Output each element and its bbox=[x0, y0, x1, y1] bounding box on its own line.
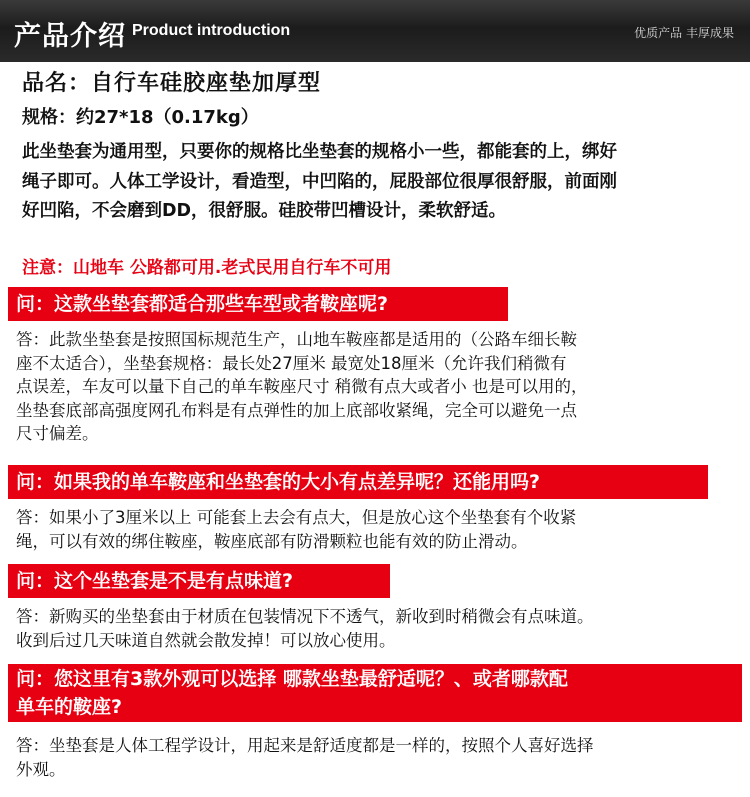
answer-line: 收到后过几天味道自然就会散发掉！可以放心使用。 bbox=[16, 630, 396, 650]
answer-line: 答：此款坐垫套是按照国标规范生产，山地车鞍座都是适用的（公路车细长鞍 bbox=[16, 330, 577, 349]
faq-question-3 bbox=[8, 564, 390, 598]
answer-line: 答：新购买的坐垫套由于材质在包装情况下不透气，新收到时稍微会有点味道。 bbox=[16, 607, 594, 626]
product-name: 品名：自行车硅胶座垫加厚型 bbox=[22, 71, 322, 96]
faq-answer-3 bbox=[16, 605, 742, 652]
faq-question-1 bbox=[8, 287, 508, 321]
answer-line: 座不太适合），坐垫套规格：最长处27厘米 最宽处18厘米（允许我们稍微有 bbox=[16, 353, 567, 373]
faq-question-4 bbox=[8, 664, 742, 722]
faq-question-2 bbox=[8, 465, 708, 499]
answer-line: 点误差，车友可以量下自己的单车鞍座尺寸 稍微有点大或者小 也是可以用的， bbox=[16, 377, 588, 396]
section-subtitle-en: Product introduction bbox=[132, 22, 291, 39]
question-text: 问：您这里有3款外观可以选择 哪款坐垫最舒适呢？、或者哪款配 bbox=[16, 668, 568, 690]
question-text: 单车的鞍座? bbox=[16, 696, 123, 718]
answer-line: 答：坐垫套是人体工程学设计，用起来是舒适度都是一样的，按照个人喜好选择 bbox=[16, 736, 594, 755]
faq-answer-1 bbox=[16, 328, 742, 446]
faq-answer-2 bbox=[16, 506, 742, 553]
section-header bbox=[0, 0, 750, 62]
product-description bbox=[22, 138, 738, 227]
description-line: 绳子即可。人体工学设计，看造型，中凹陷的，屁股部位很厚很舒服，前面刚 bbox=[22, 171, 617, 192]
question-text: 问：这个坐垫套是不是有点味道? bbox=[16, 570, 294, 592]
answer-line: 外观。 bbox=[16, 759, 66, 779]
question-text: 问：如果我的单车鞍座和坐垫套的大小有点差异呢？还能用吗? bbox=[16, 471, 541, 493]
answer-line: 坐垫套底部高强度网孔布料是有点弹性的加上底部收紧绳，完全可以避免一点 bbox=[16, 400, 577, 420]
description-line: 此坐垫套为通用型，只要你的规格比坐垫套的规格小一些，都能套的上，绑好 bbox=[22, 142, 617, 162]
notice-text: 注意：山地车 公路都可用.老式民用自行车不可用 bbox=[22, 258, 392, 278]
product-spec: 规格：约27*18（0.17kg） bbox=[22, 107, 259, 128]
answer-line: 绳，可以有效的绑住鞍座，鞍座底部有防滑颗粒也能有效的防止滑动。 bbox=[16, 531, 528, 551]
faq-answer-4 bbox=[16, 734, 742, 781]
description-line: 好凹陷，不会磨到DD，很舒服。硅胶带凹槽设计，柔软舒适。 bbox=[22, 201, 507, 221]
answer-line: 尺寸偏差。 bbox=[16, 424, 99, 443]
answer-line: 答：如果小了3厘米以上 可能套上去会有点大，但是放心这个坐垫套有个收紧 bbox=[16, 508, 577, 527]
header-slogan: 优质产品 丰厚成果 bbox=[634, 26, 734, 40]
question-text: 问：这款坐垫套都适合那些车型或者鞍座呢? bbox=[16, 293, 389, 315]
section-title: 产品介绍 bbox=[14, 21, 126, 52]
